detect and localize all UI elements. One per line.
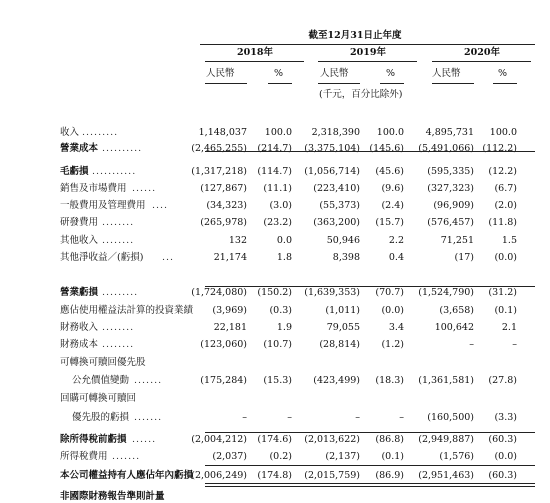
row-value: (2,137)	[325, 451, 360, 462]
col-rule-1	[205, 83, 247, 84]
row-value: 100.0	[489, 127, 517, 138]
row-leader-dots: .........	[102, 287, 139, 298]
currency-2019: 人民幣	[320, 68, 349, 79]
row-leader-dots: .........	[82, 127, 119, 138]
row-value: (34,323)	[206, 200, 247, 211]
row-value: 1.5	[501, 235, 517, 246]
row-value: (6.7)	[494, 183, 517, 194]
row-value: (3,969)	[212, 305, 247, 316]
row-value: (86.8)	[375, 434, 404, 445]
row-value: –	[512, 339, 517, 350]
subtotal-rule-2	[205, 286, 535, 287]
row-value: (0.1)	[381, 451, 404, 462]
row-label: 其他淨收益／(虧損)	[60, 252, 144, 263]
row-value: (160,500)	[427, 412, 474, 423]
percent-2020: %	[498, 68, 508, 79]
row-value: (96,909)	[433, 200, 474, 211]
row-value: (2,465,255)	[191, 143, 247, 154]
col-rule-2	[268, 83, 292, 84]
row-value: (86.9)	[375, 470, 404, 481]
row-value: (174.6)	[257, 434, 292, 445]
row-value: 100.0	[376, 127, 404, 138]
row-leader-dots: ........	[102, 322, 135, 333]
row-value: 4,895,731	[425, 127, 474, 138]
row-value: (145.6)	[369, 143, 404, 154]
row-value: –	[287, 412, 292, 423]
year-rule-2018	[205, 61, 304, 62]
row-value: (576,457)	[427, 217, 474, 228]
row-value: (363,200)	[313, 217, 360, 228]
row-value: (10.7)	[263, 339, 292, 350]
row-label: 營業成本	[60, 143, 99, 154]
row-value: (9.6)	[381, 183, 404, 194]
row-value: 22,181	[213, 322, 247, 333]
row-value: (327,323)	[427, 183, 474, 194]
row-value: –	[242, 412, 247, 423]
year-2019: 2019年	[350, 47, 386, 58]
row-label: 所得稅費用	[60, 451, 108, 462]
row-value: 1.8	[276, 252, 292, 263]
period-heading: 截至12月31日止年度	[308, 30, 402, 41]
row-value: 8,398	[332, 252, 360, 263]
total-double-rule-b	[205, 486, 535, 487]
row-value: (3,658)	[439, 305, 474, 316]
row-label: 回購可轉換可贖回	[60, 393, 137, 404]
row-value: (174.8)	[257, 470, 292, 481]
row-value: (27.8)	[488, 375, 517, 386]
currency-2020: 人民幣	[432, 68, 461, 79]
header-rule-top	[200, 44, 535, 45]
total-double-rule-a	[205, 483, 535, 484]
row-label: 財務成本	[60, 339, 99, 350]
row-value: (1,011)	[325, 305, 360, 316]
row-label: 營業虧損	[60, 287, 99, 298]
row-label: 毛虧損	[60, 166, 89, 177]
row-value: (1,724,080)	[191, 287, 247, 298]
row-value: (3.3)	[494, 412, 517, 423]
row-value: (112.2)	[482, 143, 517, 154]
row-value: (127,867)	[200, 183, 247, 194]
row-value: 71,251	[440, 235, 474, 246]
row-value: 0.4	[388, 252, 404, 263]
col-rule-4	[380, 83, 404, 84]
row-value: (2,006,249)	[191, 470, 247, 481]
row-value: (0.1)	[494, 305, 517, 316]
row-value: (2.0)	[494, 200, 517, 211]
percent-2019: %	[386, 68, 396, 79]
row-value: (60.3)	[488, 470, 517, 481]
row-leader-dots: ......	[132, 434, 157, 445]
percent-2018: %	[274, 68, 284, 79]
row-leader-dots: ........	[102, 235, 135, 246]
row-value: 79,055	[326, 322, 360, 333]
row-value: 2,318,390	[311, 127, 360, 138]
row-value: (0.0)	[494, 451, 517, 462]
row-value: 3.4	[388, 322, 404, 333]
row-label: 銷售及市場費用	[60, 183, 127, 194]
row-leader-dots: .......	[112, 451, 141, 462]
row-value: (1,524,790)	[418, 287, 474, 298]
row-label: 可轉換可贖回優先股	[60, 357, 146, 368]
row-leader-dots: ........	[102, 217, 135, 228]
row-value: (12.2)	[488, 166, 517, 177]
row-value: 21,174	[213, 252, 247, 263]
row-leader-dots: ......	[132, 183, 157, 194]
row-value: –	[355, 412, 360, 423]
row-value: 1.9	[276, 322, 292, 333]
currency-2018: 人民幣	[206, 68, 235, 79]
row-value: (114.7)	[257, 166, 292, 177]
row-leader-dots: .......	[134, 375, 163, 386]
row-label: 公允價值變動	[72, 375, 130, 386]
unit-note: (千元，百分比除外)	[319, 89, 403, 100]
row-label: 收入	[60, 127, 80, 138]
row-value: 100,642	[434, 322, 474, 333]
row-label: 優先股的虧損	[72, 412, 130, 423]
row-value: (2,004,212)	[191, 434, 247, 445]
row-label: 其他收入	[60, 235, 99, 246]
col-rule-5	[432, 83, 474, 84]
subtotal-rule-3	[205, 432, 535, 433]
row-value: (150.2)	[257, 287, 292, 298]
year-2020: 2020年	[464, 47, 500, 58]
row-value: 2.1	[501, 322, 517, 333]
row-value: 0.0	[276, 235, 292, 246]
row-value: 2.2	[388, 235, 404, 246]
row-leader-dots: ........	[102, 339, 135, 350]
row-leader-dots: .......	[134, 412, 163, 423]
row-value: (1,639,353)	[304, 287, 360, 298]
row-value: 100.0	[264, 127, 292, 138]
row-value: (265,978)	[200, 217, 247, 228]
row-label: 應佔使用權益法計算的投資業績	[60, 305, 194, 316]
row-value: (3.0)	[269, 200, 292, 211]
row-value: (5,491,066)	[418, 143, 474, 154]
row-value: (0.3)	[269, 305, 292, 316]
row-label: 本公司權益持有人應佔年內虧損	[60, 470, 194, 481]
subtotal-rule-1	[205, 151, 535, 152]
row-leader-dots: ..........	[102, 143, 143, 154]
row-value: –	[399, 412, 404, 423]
col-rule-3	[318, 83, 360, 84]
row-value: (70.7)	[375, 287, 404, 298]
row-value: (45.6)	[375, 166, 404, 177]
row-label: 除所得稅前虧損	[60, 434, 127, 445]
row-value: (2,951,463)	[418, 470, 474, 481]
row-value: (31.2)	[488, 287, 517, 298]
row-value: (18.3)	[375, 375, 404, 386]
row-value: (214.7)	[257, 143, 292, 154]
subtotal-rule-4	[205, 465, 535, 466]
row-leader-dots: ....	[152, 200, 169, 211]
year-2018: 2018年	[237, 47, 273, 58]
row-value: (0.0)	[494, 252, 517, 263]
row-label: 研發費用	[60, 217, 99, 228]
row-label: 一般費用及管理費用	[60, 200, 146, 211]
row-value: 132	[228, 235, 247, 246]
row-value: (0.0)	[381, 305, 404, 316]
row-value: (11.8)	[488, 217, 517, 228]
row-value: (0.2)	[269, 451, 292, 462]
row-leader-dots: ...........	[92, 166, 137, 177]
row-value: (2.4)	[381, 200, 404, 211]
row-value: (55,373)	[319, 200, 360, 211]
row-value: (3,375,104)	[304, 143, 360, 154]
row-value: (1,361,581)	[418, 375, 474, 386]
row-value: –	[469, 339, 474, 350]
row-value: (15.7)	[375, 217, 404, 228]
row-value: (175,284)	[200, 375, 247, 386]
row-value: (123,060)	[200, 339, 247, 350]
row-value: 1,148,037	[198, 127, 247, 138]
row-value: 50,946	[326, 235, 360, 246]
row-value: (28,814)	[319, 339, 360, 350]
row-leader-dots: ...	[162, 252, 175, 263]
row-value: (1,056,714)	[304, 166, 360, 177]
row-label: 財務收入	[60, 322, 99, 333]
row-value: (2,015,759)	[304, 470, 360, 481]
row-value: (2,037)	[212, 451, 247, 462]
row-value: (2,013,622)	[304, 434, 360, 445]
row-value: (595,335)	[427, 166, 474, 177]
row-value: (2,949,887)	[418, 434, 474, 445]
col-rule-6	[493, 83, 517, 84]
row-value: (1.2)	[381, 339, 404, 350]
row-value: (23.2)	[263, 217, 292, 228]
row-value: (1,317,218)	[191, 166, 247, 177]
footer-heading: 非國際財務報告準則計量	[60, 491, 165, 502]
year-rule-2020	[432, 61, 531, 62]
year-rule-2019	[318, 61, 417, 62]
row-value: (1,576)	[439, 451, 474, 462]
row-value: (11.1)	[263, 183, 292, 194]
row-value: (17)	[454, 252, 474, 263]
row-value: (423,499)	[313, 375, 360, 386]
row-value: (223,410)	[313, 183, 360, 194]
row-value: (15.3)	[263, 375, 292, 386]
row-value: (60.3)	[488, 434, 517, 445]
